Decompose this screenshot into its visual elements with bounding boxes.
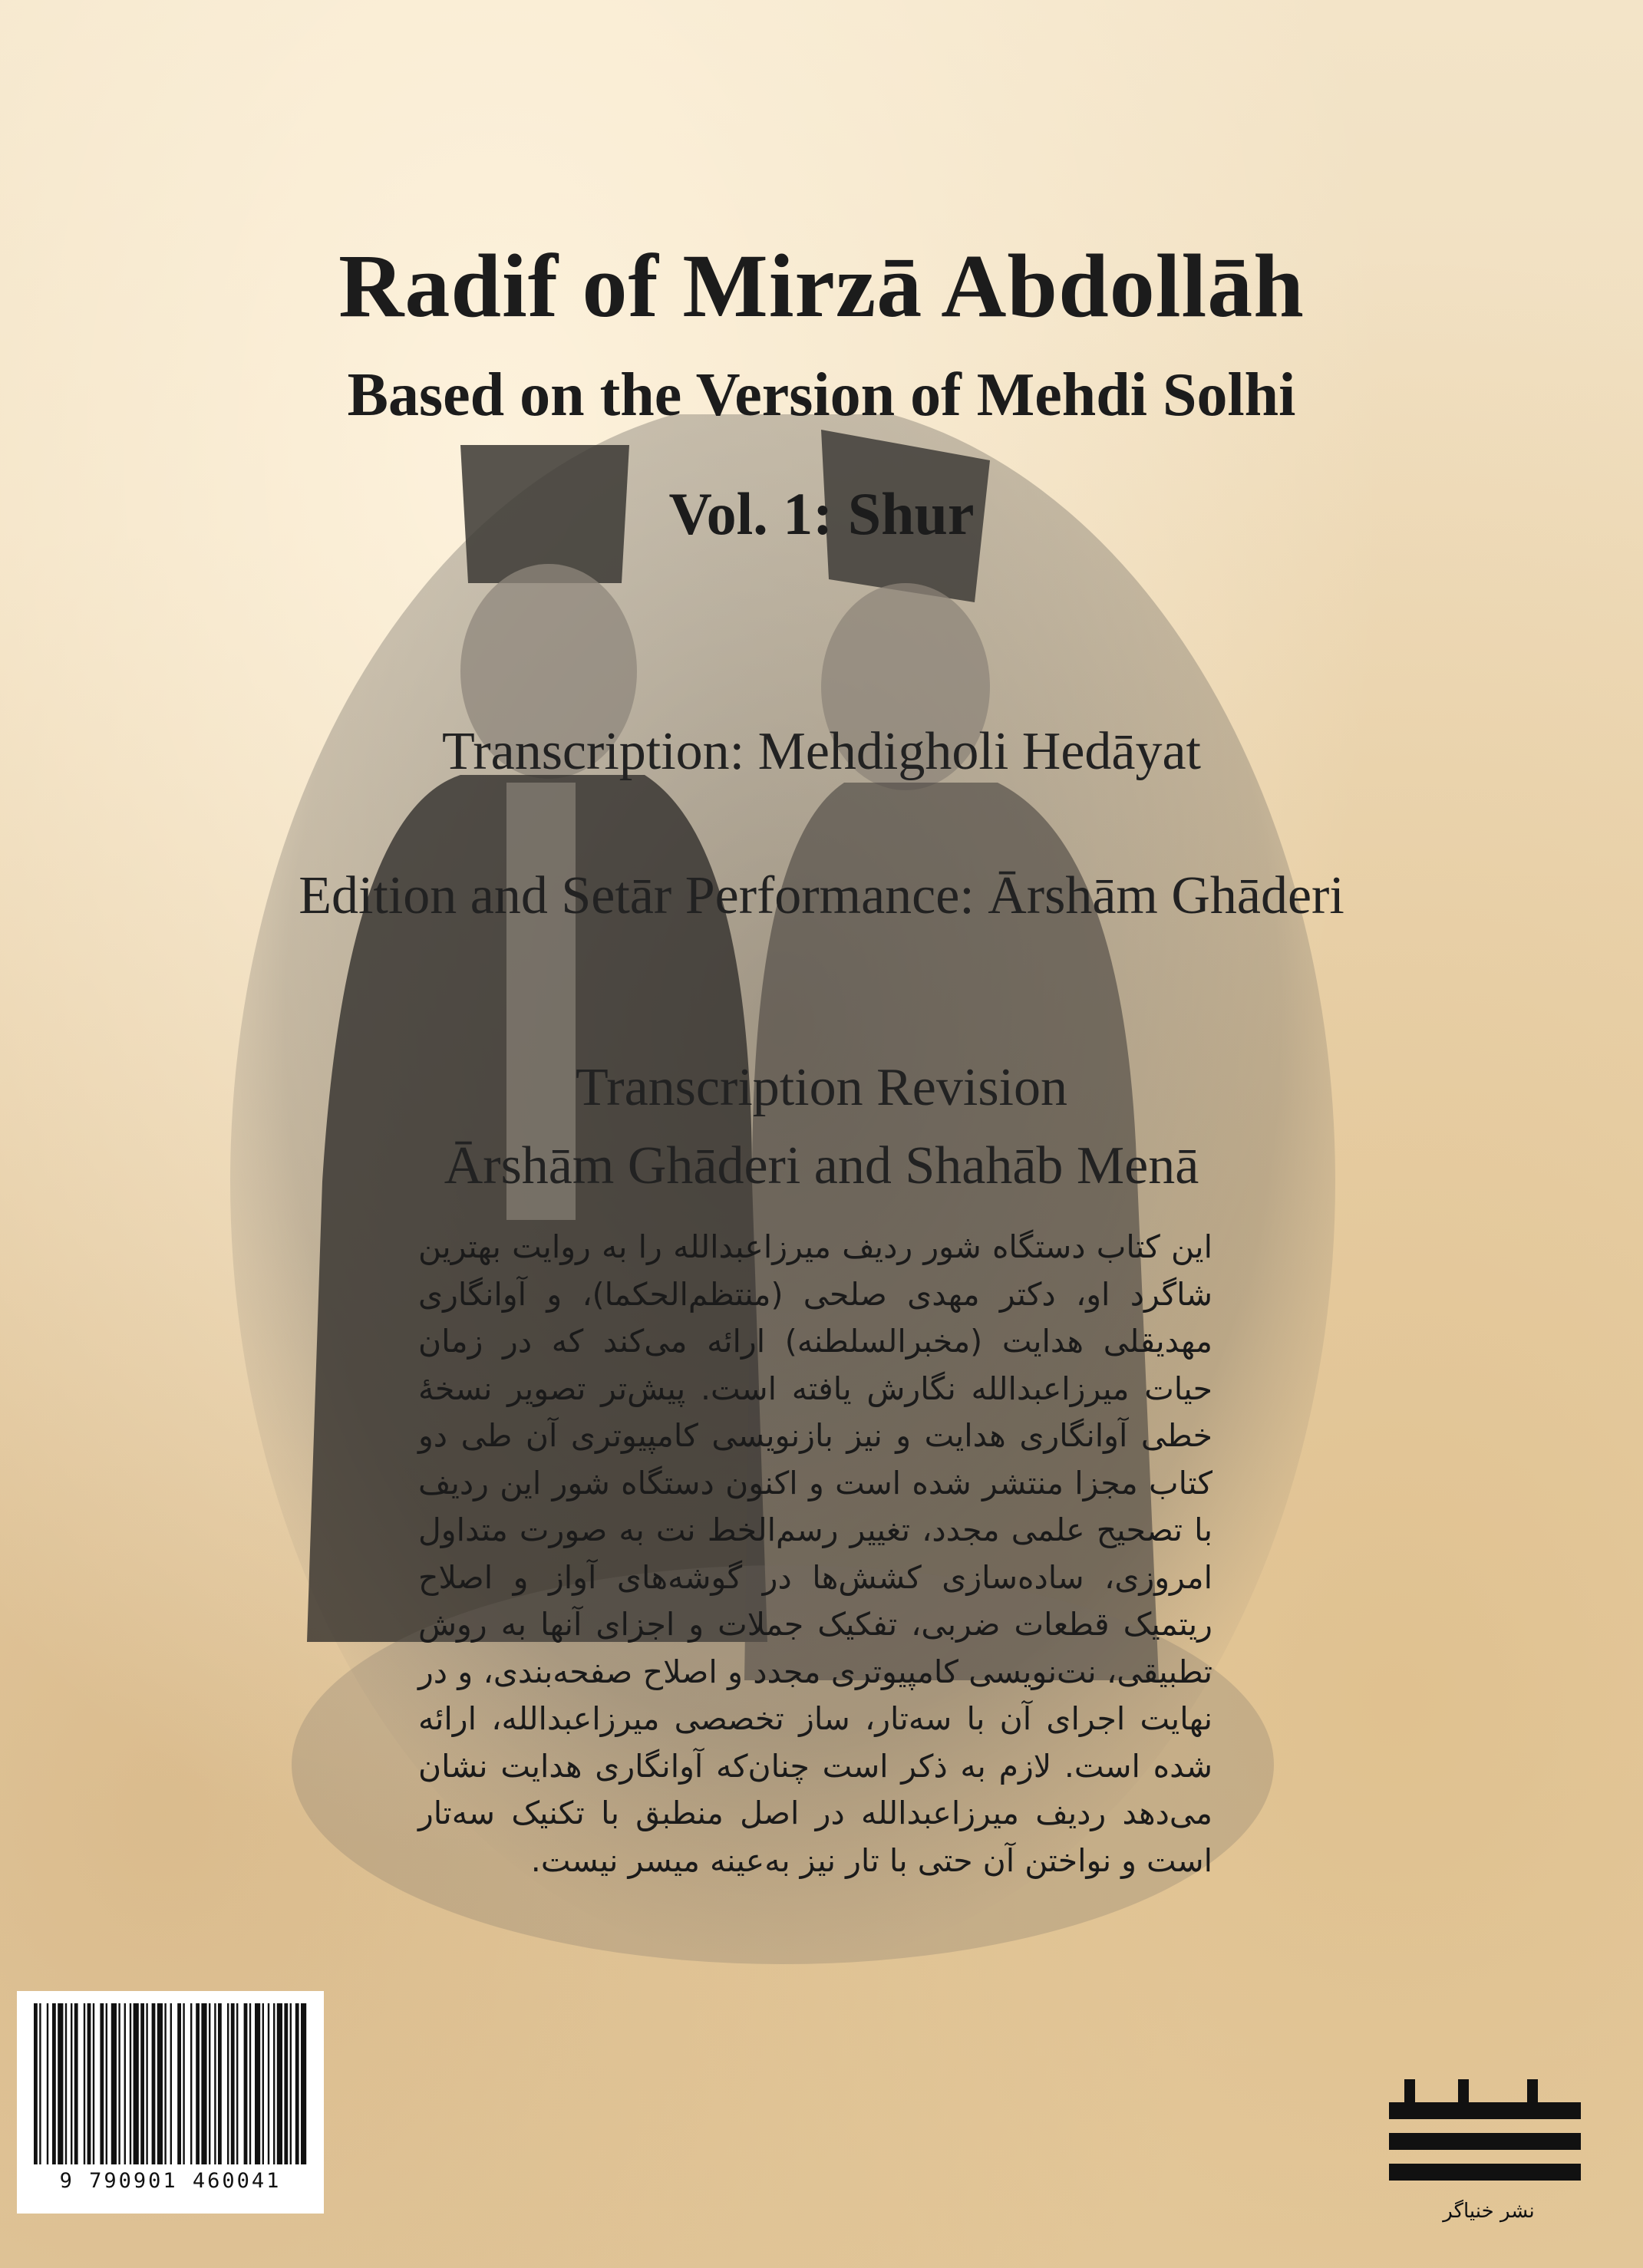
barcode-bar	[140, 2003, 144, 2164]
barcode-bar	[177, 2003, 181, 2164]
book-title: Radif of Mirzā Abdollāh	[338, 236, 1305, 336]
barcode-bar	[58, 2003, 63, 2164]
revision-names: Ārshām Ghāderi and Shahāb Menā	[444, 1136, 1199, 1195]
barcode-bar	[183, 2003, 184, 2164]
barcode-bar	[190, 2003, 192, 2164]
barcode-bar	[157, 2003, 163, 2164]
barcode-bar	[273, 2003, 275, 2164]
barcode-bar	[111, 2003, 117, 2164]
barcode-bar	[231, 2003, 235, 2164]
barcode-bar	[295, 2003, 299, 2164]
barcode-bar	[218, 2003, 222, 2164]
barcode-bar	[47, 2003, 48, 2164]
barcode-bar	[170, 2003, 172, 2164]
barcode-bar	[84, 2003, 85, 2164]
barcode-bar	[268, 2003, 269, 2164]
barcode-bar	[244, 2003, 248, 2164]
barcode-bar	[65, 2003, 67, 2164]
transcription-credit: Transcription: Mehdigholi Hedāyat	[442, 722, 1201, 781]
barcode-bar	[87, 2003, 91, 2164]
barcode-bar	[249, 2003, 251, 2164]
barcode-bar	[106, 2003, 107, 2164]
barcode-bar	[134, 2003, 139, 2164]
barcode-bar	[236, 2003, 238, 2164]
barcode-bar	[164, 2003, 166, 2164]
barcode-bar	[146, 2003, 147, 2164]
barcode-bar	[34, 2003, 38, 2164]
barcode-bar	[214, 2003, 216, 2164]
barcode-bar	[227, 2003, 229, 2164]
barcode-bar	[39, 2003, 41, 2164]
barcode-bar	[71, 2003, 72, 2164]
barcode-bar	[74, 2003, 78, 2164]
barcode-bar	[284, 2003, 288, 2164]
barcode-bar	[201, 2003, 206, 2164]
barcode	[17, 1991, 324, 2214]
barcode-bar	[277, 2003, 282, 2164]
barcode-bar	[152, 2003, 156, 2164]
barcode-number: 9 790901 460041	[59, 2169, 282, 2193]
publisher-name: نشر خنیاگر	[1443, 2200, 1535, 2223]
barcode-bar	[93, 2003, 94, 2164]
barcode-bar	[52, 2003, 56, 2164]
barcode-bar	[301, 2003, 306, 2164]
barcode-bar	[100, 2003, 104, 2164]
book-subtitle: Based on the Version of Mehdi Solhi	[347, 361, 1296, 429]
revision-heading: Transcription Revision	[575, 1058, 1068, 1117]
barcode-bar	[290, 2003, 292, 2164]
persian-description: این کتاب دستگاه شور ردیف میرزاعبدالله را به روایت بهترین شاگرد او، دکتر مهدی صلحی (منتظم‌الحکما)، و آوانگاری مهدیقلی هدایت (مخبرالسلطنه) ارائه می‌کند که در زمان حیات میرزاعبدالله نگارش یافته است. پیش‌تر تصویر نسخهٔ خطی آوانگاری هدایت و نیز بازنویسی کامپیوتری آن طی دو کتاب مجزا منتشر شده است و اکنون دستگاه شور این ردیف با تصحیح علمی مجدد، تغییر رسم‌الخط نت به صورت متداول امروزی، ساده‌سازی کشش‌ها در گوشه‌های آواز و اصلاح ریتمیک قطعات ضربی، تفکیک جملات و اجزای آنها به روش تطبیقی، نت‌نویسی کامپیوتری مجدد و اصلاح صفحه‌بندی، و در نهایت اجرای آن با سه‌تار، ساز تخصصی میرزاعبدالله، ارائه شده است. لازم به ذکر است چنان‌که آوانگاری هدایت نشان می‌دهد ردیف میرزاعبدالله در اصل منطبق با تکنیک سه‌تار است و نواختن آن حتی با تار نیز به‌عینه میسر نیست.	[418, 1228, 1212, 1879]
barcode-bars	[34, 2003, 307, 2164]
publisher-logo	[1374, 2072, 1604, 2233]
volume-label: Vol. 1: Shur	[668, 480, 975, 547]
edition-credit: Edition and Setār Performance: Ārshām Ghāderi	[299, 866, 1344, 925]
barcode-bar	[209, 2003, 210, 2164]
barcode-bar	[124, 2003, 126, 2164]
barcode-bar	[130, 2003, 131, 2164]
barcode-bar	[118, 2003, 120, 2164]
barcode-bar	[262, 2003, 264, 2164]
barcode-bar	[196, 2003, 200, 2164]
barcode-bar	[255, 2003, 260, 2164]
